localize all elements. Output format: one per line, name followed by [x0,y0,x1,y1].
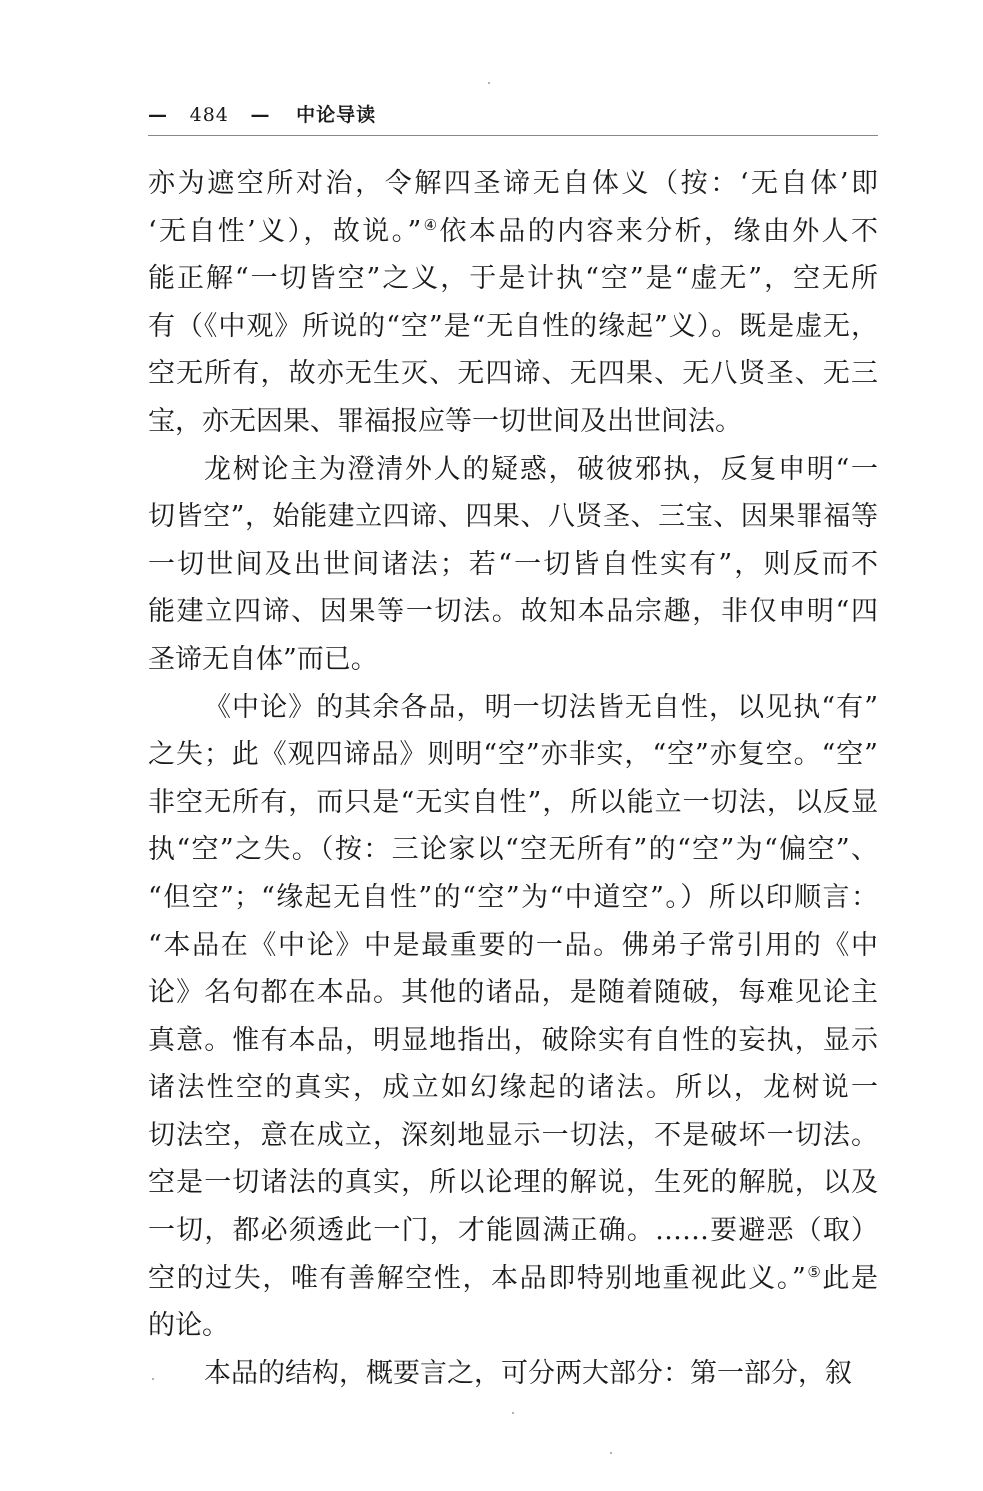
text-line [148,350,878,398]
line-text: 能建立四谛、因果等一切法。故知本品宗趣，非仅申明“四 [148,596,878,628]
line-text: 一切，都必须透此一门，才能圆满正确。……要避恶（取） [148,1215,878,1247]
line-text: 非空无所有，而只是“无实自性”，所以能立一切法，以反显 [148,786,878,818]
header-dash-right: — [250,104,271,126]
line-text-after-footnote: 依本品的内容来分析，缘由外人不 [439,215,878,247]
line-text: 宝，亦无因果、罪福报应等一切世间及出世间法。 [148,405,742,437]
running-header [148,100,376,127]
text-line [148,1017,878,1065]
line-text: 论》名句都在本品。其他的诸品，是随着随破，每难见论主 [148,977,878,1009]
text-line [148,1112,878,1160]
text-line [148,922,878,970]
text-line [148,446,878,494]
text-line [148,1255,878,1303]
text-line [148,1302,878,1350]
text-line [148,969,878,1017]
line-text: 《中论》的其余各品，明一切法皆无自性，以见执“有” [204,691,878,723]
line-text: “但空”；“缘起无自性”的“空”为“中道空”。）所以印顺言： [148,881,878,913]
line-text: 能正解“一切皆空”之义，于是计执“空”是“虚无”，空无所 [148,263,878,295]
scan-speck [512,1412,514,1414]
text-line [148,636,878,684]
text-line [148,493,878,541]
header-dash-left: — [148,104,168,126]
text-line [148,1159,878,1207]
line-text: 亦为遮空所对治，令解四圣谛无自体义（按：‘无自体’即 [148,168,878,199]
book-title: 中论导读 [296,104,377,126]
line-text: 有（《中观》所说的“空”是“无自性的缘起”义）。既是虚无， [148,310,878,342]
scan-speck [610,1452,612,1454]
line-text: ‘无自性’义），故说。” [148,215,422,247]
line-text: 切法空，意在成立，深刻地显示一切法，不是破坏一切法。 [148,1119,878,1151]
footnote-marker[interactable]: ④ [421,215,440,234]
scan-speck [152,1378,154,1380]
text-line [148,255,878,303]
line-text-after-footnote: 此是 [822,1262,878,1294]
line-text: “本品在《中论》中是最重要的一品。佛弟子常引用的《中 [148,929,878,961]
line-text: 龙树论主为澄清外人的疑惑，破彼邪执，反复申明“一 [204,453,878,485]
text-line [148,684,878,732]
text-line [148,303,878,351]
body-text [148,160,878,1397]
line-text: 一切世间及出世间诸法；若“一切皆自性实有”，则反而不 [148,548,878,580]
text-line [148,588,878,636]
line-text: 空无所有，故亦无生灭、无四谛、无四果、无八贤圣、无三 [148,358,878,390]
text-line [148,1350,878,1398]
line-text: 真意。惟有本品，明显地指出，破除实有自性的妄执，显示 [148,1024,878,1056]
text-line [148,874,878,922]
header-rule [148,135,878,136]
line-text: 诸法性空的真实，成立如幻缘起的诸法。所以，龙树说一 [148,1072,878,1104]
text-line [148,398,878,446]
footnote-marker[interactable]: ⑤ [805,1262,823,1281]
text-line [148,1064,878,1112]
text-line [148,208,878,256]
page-number: 484 [189,104,229,126]
line-text: 切皆空”，始能建立四谛、四果、八贤圣、三宝、因果罪福等 [148,501,878,533]
line-text: 圣谛无自体”而已。 [148,643,378,675]
text-line [148,731,878,779]
scan-speck [488,82,490,84]
text-line [148,779,878,827]
line-text: 执“空”之失。（按：三论家以“空无所有”的“空”为“偏空”、 [148,834,878,866]
text-line [148,160,878,208]
line-text: 本品的结构，概要言之，可分两大部分：第一部分，叙 [204,1357,852,1389]
line-text: 空是一切诸法的真实，所以论理的解说，生死的解脱，以及 [148,1167,878,1199]
text-line [148,1207,878,1255]
text-line [148,541,878,589]
text-line [148,826,878,874]
line-text: 空的过失，唯有善解空性，本品即特别地重视此义。” [148,1262,806,1294]
line-text: 之失；此《观四谛品》则明“空”亦非实，“空”亦复空。“空” [148,739,878,771]
line-text: 的论。 [148,1310,229,1342]
